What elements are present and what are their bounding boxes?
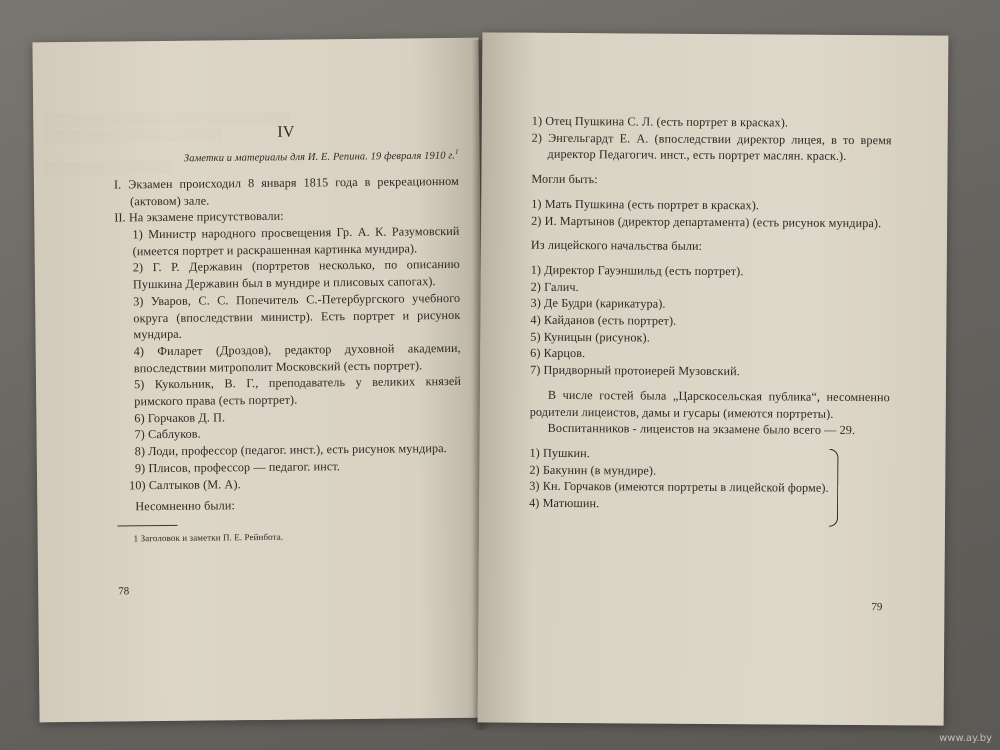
list-item: 4) Кайданов (есть портрет). [530, 312, 677, 328]
list-item: 1) Министр народного просвещения Гр. А. К. Разумовский (имеется портрет и раскрашенная картинка мундира). [132, 223, 460, 259]
page-number-right: 79 [871, 601, 883, 614]
list-item: 4) Филарет (Дроздов), редактор духовной академии, впоследствии митрополит Московский (есть портрет). [133, 340, 461, 375]
pupils-paragraph: Воспитанников - лицеистов на экзамене было всего — 29. [547, 421, 856, 438]
list-item: 9) Плисов, профессор — педагог. инст. [134, 459, 341, 476]
left-page [32, 38, 485, 723]
list-item: 2) Энгельгардт Е. А. (впоследствии директор лицея, в то время директор Педагогич. инст., есть портрет маслян. краск.). [531, 130, 892, 164]
list-item: 4) Матюшин. [529, 495, 600, 511]
guests-paragraph: В числе гостей была „Царскосельская публика“, несомненно родители лицеистов, дамы и гусары (имеются портреты). [529, 387, 890, 421]
attendees-list [114, 223, 462, 494]
list-item: 8) Лоди, профессор (педагог. инст.), есть рисунок мундира. [134, 441, 447, 459]
right-page [478, 32, 949, 725]
show-through-text: ░░░░░░░░░░░░░░░░░░░░░░░░░░░░░ ░░░░░░░░░░░░░░░░░░░░░ ░░░░░░░░░░░░░░░ [43, 110, 290, 176]
left-page-text [113, 123, 462, 545]
list-item: 7) Саблуков. [134, 427, 201, 442]
list-item: 5) Кукольник, В. Г., преподаватель у великих князей римского права (есть портрет). [133, 374, 462, 409]
list-item: 5) Куницын (рисунок). [530, 329, 650, 345]
list-item: 2) Бакунин (в мундире). [529, 462, 657, 478]
list-item: 2) Галич. [530, 279, 579, 294]
list-item: 1) Директор Гауэншильд (есть портрет). [530, 262, 744, 279]
list-item: 1) Пушкин. [529, 445, 591, 461]
section-subtitle: Заметки и материалы для И. Е. Репина. 19 февраля 1910 г.$^1$ [183, 147, 459, 164]
section-numeral: IV [277, 123, 295, 141]
item-ii-heading: II. На экзамене присутствовали: [114, 209, 284, 225]
list-item: 7) Придворный протоиерей Музовский. [530, 362, 740, 379]
page-number-left: 78 [118, 585, 130, 598]
list-item: 1) Отец Пушкина С. Л. (есть портрет в красках). [531, 113, 789, 130]
footnote-mark: 1 [454, 147, 459, 156]
list-item: 3) Де Будри (карикатура). [530, 296, 666, 311]
grouping-bracket [829, 449, 839, 527]
could-be-heading: Могли быть: [531, 171, 598, 187]
watermark: www.ay.by [939, 733, 992, 744]
list-item: 6) Горчаков Д. П. [134, 410, 226, 426]
list-item: 2) И. Мартынов (директор департамента) (есть рисунок мундира). [531, 213, 882, 230]
could-be-list [531, 196, 891, 232]
list-item: 6) Карцов. [530, 346, 586, 361]
pupils-list [529, 445, 829, 514]
footnote-divider [118, 525, 178, 527]
right-page-text [529, 113, 892, 514]
item-i: I. Экзамен происходил 8 января 1815 года в рекреационном (актовом) зале. [113, 173, 459, 208]
lyceum-heading: Из лицейского начальства были: [530, 237, 703, 254]
list-item: 1) Мать Пушкина (есть портрет в красках). [531, 196, 760, 213]
list-item: 2) Г. Р. Державин (портретов несколько, по описанию Пушкина Державин был в мундире и плисовых сапогах). [132, 257, 460, 292]
list-item: 10) Салтыков (М. А). [129, 476, 241, 492]
continued-list [532, 113, 892, 166]
lyceum-staff-list [530, 262, 891, 381]
footnote: 1 Заголовок и заметки П. Е. Рейнбота. [133, 531, 284, 544]
list-item: 3) Кн. Горчаков (имеются портреты в лицейской форме). [529, 479, 829, 496]
list-item: 3) Уваров, С. С. Попечитель С.-Петербургского учебного округа (впоследствии министр). Есть портрет и рисунок мундира. [133, 290, 461, 342]
undoubtedly-heading: Несомненно были: [135, 498, 235, 514]
